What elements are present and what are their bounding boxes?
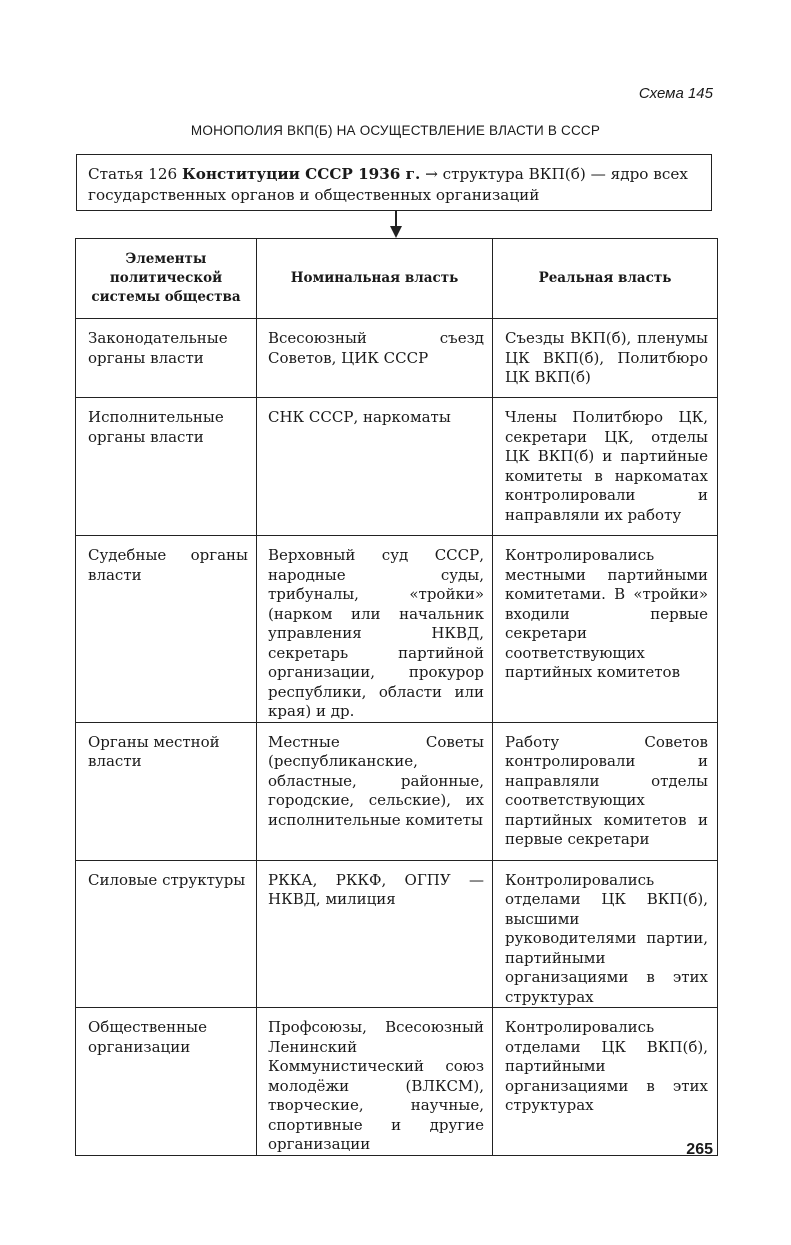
- header-nominal: Номинальная власть: [257, 239, 493, 319]
- table-row: [76, 536, 718, 723]
- page-title: МОНОПОЛИЯ ВКП(Б) НА ОСУЩЕСТВЛЕНИЕ ВЛАСТИ В СССР: [190, 123, 601, 138]
- table-row: [76, 398, 718, 536]
- page-number: 265: [686, 1141, 713, 1158]
- row-nominal: Верховный суд СССР, народные суды, трибуналы, «тройки» (нарком или начальник управления НКВД, секретарь партийной организации, прокурор республики, области или края) и др.: [257, 536, 493, 723]
- row-nominal: СНК СССР, наркоматы: [257, 398, 493, 536]
- intro-bold: Конституции СССР 1936 г.: [181, 165, 421, 183]
- table-header-row: [76, 239, 718, 319]
- scheme-label: Схема 145: [638, 85, 713, 102]
- row-real: Члены Политбюро ЦК, секретари ЦК, отделы ЦК ВКП(б) и партийные комитеты в наркоматах контролировали и направляли их работу: [493, 398, 718, 536]
- row-nominal: РККА, РККФ, ОГПУ — НКВД, милиция: [257, 860, 493, 1008]
- row-real: Работу Советов контролировали и направляли отделы соответствующих партийных комитетов и первые секретари: [493, 722, 718, 860]
- row-real: Контролировались отделами ЦК ВКП(б), высшими руководителями партии, партийными организациями в этих структурах: [493, 860, 718, 1008]
- row-element: Органы местной власти: [76, 722, 257, 860]
- intro-suffix: → структура ВКП(б) — ядро всех государственных органов и общественных организаций: [88, 165, 688, 204]
- row-nominal: Местные Советы (республиканские, областные, районные, городские, сельские), их исполнительные комитеты: [257, 722, 493, 860]
- power-table: [75, 238, 718, 1156]
- table-row: [76, 319, 718, 398]
- table-row: [76, 1008, 718, 1156]
- arrow-down-icon: [390, 226, 402, 238]
- row-real: Контролировались отделами ЦК ВКП(б), партийными организациями в этих структурах: [493, 1008, 718, 1156]
- row-element: Общественные организации: [76, 1008, 257, 1156]
- row-nominal: Всесоюзный съезд Советов, ЦИК СССР: [257, 319, 493, 398]
- row-nominal: Профсоюзы, Всесоюзный Ленинский Коммунистический союз молодёжи (ВЛКСМ), творческие, научные, спортивные и другие организации: [257, 1008, 493, 1156]
- row-element: Судебные органы власти: [76, 536, 257, 723]
- row-real: Съезды ВКП(б), пленумы ЦК ВКП(б), Политбюро ЦК ВКП(б): [493, 319, 718, 398]
- table-row: [76, 860, 718, 1008]
- table-row: [76, 722, 718, 860]
- intro-box: [76, 154, 712, 211]
- row-element: Исполнительные органы власти: [76, 398, 257, 536]
- row-element: Законодательные органы власти: [76, 319, 257, 398]
- header-elements: Элементы политической системы общества: [76, 239, 257, 319]
- row-element: Силовые структуры: [76, 860, 257, 1008]
- intro-prefix: Статья 126: [88, 165, 182, 183]
- header-real: Реальная власть: [493, 239, 718, 319]
- row-real: Контролировались местными партийными комитетами. В «тройки» входили первые секретари соответствующих партийных комитетов: [493, 536, 718, 723]
